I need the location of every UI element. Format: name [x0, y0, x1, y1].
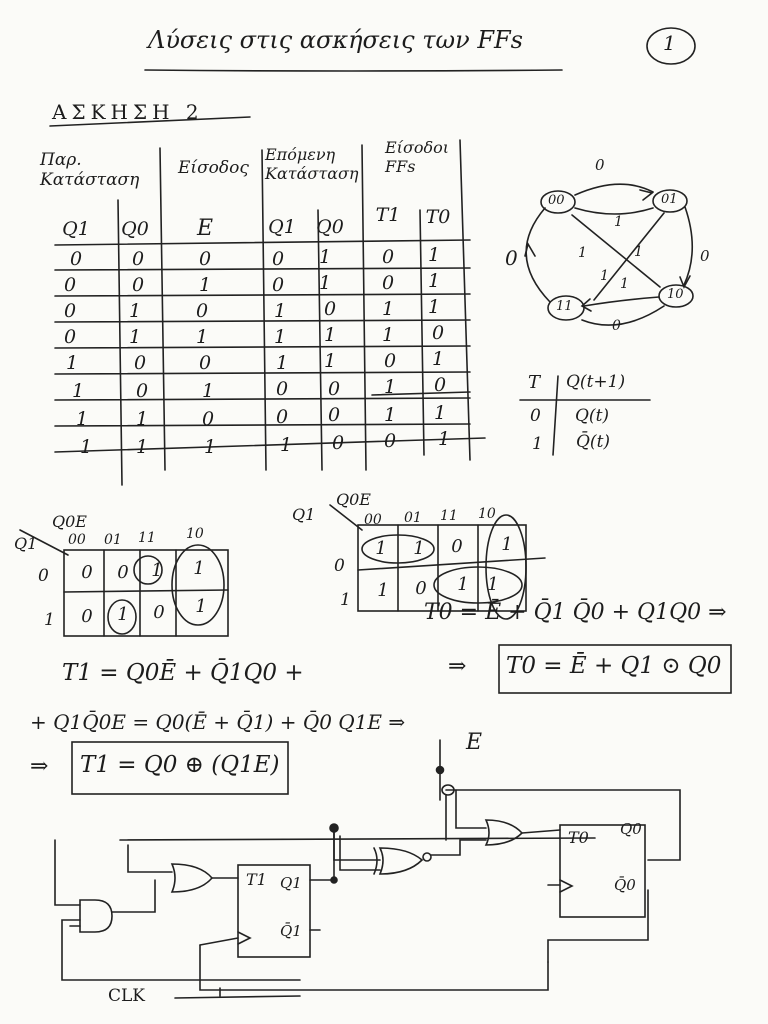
state-10: 10: [667, 287, 684, 302]
kmap-cell: 1: [151, 560, 163, 581]
kmap-t0-col: 00: [364, 512, 382, 528]
table-cell: 1: [427, 296, 441, 318]
ff1-q-output: Q1: [280, 874, 302, 892]
table-cell: 1: [318, 246, 332, 268]
table-cell: 0: [131, 248, 145, 270]
kmap-t1-col-var: Q0E: [52, 512, 87, 531]
edge-label: 0: [595, 156, 605, 174]
edge-label: 1: [614, 214, 623, 230]
kmap-cell: 0: [81, 606, 93, 627]
edge-label: 0: [612, 318, 621, 334]
kmap-t1-row-var: Q1: [14, 534, 38, 553]
table-cell: 1: [383, 376, 397, 398]
table-cell: 0: [381, 272, 395, 294]
kmap-t1-col: 11: [138, 530, 156, 546]
table-cell: 1: [128, 300, 142, 322]
t-table-cell: Q̄(t): [576, 432, 611, 452]
kmap-t1-row: 0: [38, 566, 49, 586]
t1-equation-line3: ⇒: [30, 754, 49, 779]
table-cell: 1: [75, 408, 89, 430]
state-11: 11: [556, 299, 573, 314]
edge-label: 0: [505, 246, 518, 270]
kmap-t0-row: 0: [334, 556, 345, 576]
kmap-t1-col: 10: [186, 526, 204, 542]
edge-label: 1: [620, 276, 629, 292]
kmap-t1-col: 00: [68, 532, 86, 548]
kmap-t0-row: 1: [340, 590, 351, 610]
table-cell: 1: [198, 274, 212, 296]
kmap-cell: 0: [117, 562, 129, 583]
table-cell: 0: [271, 274, 285, 296]
table-cell: 1: [273, 300, 287, 322]
ff0-t-input: T0: [568, 828, 589, 847]
table-cell: 0: [135, 380, 149, 402]
ff0-qbar-output: Q̄0: [614, 876, 636, 894]
table-cell: 0: [201, 408, 215, 430]
table-cell: 0: [431, 322, 445, 344]
kmap-cell: 0: [81, 562, 93, 583]
subheader-e: E: [196, 216, 214, 241]
t-table-header-t: T: [528, 372, 541, 393]
page-title: Λύσεις στις ασκήσεις των FFs: [148, 26, 523, 54]
kmap-cell: 1: [193, 558, 205, 579]
kmap-cell: 1: [413, 538, 425, 559]
edge-label: 1: [578, 245, 587, 261]
ff0-q-output: Q0: [620, 820, 642, 838]
table-cell: 1: [195, 326, 209, 348]
kmap-t0-col: 10: [478, 506, 496, 522]
table-cell: 0: [327, 378, 341, 400]
kmap-cell: 1: [377, 580, 389, 601]
table-cell: 0: [198, 352, 212, 374]
table-cell: 1: [427, 244, 441, 266]
edge-label: 1: [600, 268, 609, 284]
t1-equation-line2: + Q1Q̄0E = Q0(Ē + Q̄1) + Q̄0 Q1E ⇒: [30, 710, 406, 734]
state-01: 01: [661, 192, 678, 207]
table-cell: 0: [69, 248, 83, 270]
table-cell: 0: [383, 430, 397, 452]
table-cell: 0: [195, 300, 209, 322]
t-table-cell: Q(t): [575, 406, 610, 426]
kmap-t0-col: 11: [440, 508, 458, 524]
table-cell: 0: [63, 300, 77, 322]
table-cell: 1: [135, 408, 149, 430]
kmap-t0-row-var: Q1: [292, 505, 316, 524]
table-cell: 1: [433, 402, 447, 424]
header-current-state: Παρ. Κατάσταση: [40, 150, 140, 190]
table-cell: 1: [65, 352, 79, 374]
circuit-input-e: E: [466, 730, 483, 755]
subheader-q1: Q1: [62, 218, 90, 240]
table-cell: 0: [63, 326, 77, 348]
edge-label: 1: [634, 244, 643, 260]
table-cell: 1: [323, 324, 337, 346]
subheader-next-q1: Q1: [268, 216, 296, 238]
table-cell: 1: [79, 436, 93, 458]
table-cell: 1: [275, 352, 289, 374]
exercise-label: ΑΣΚΗΣΗ 2: [52, 100, 204, 124]
t1-result: T1 = Q0 ⊕ (Q1E): [80, 752, 280, 778]
page-number: 1: [663, 31, 676, 55]
table-cell: 0: [271, 248, 285, 270]
kmap-cell: 1: [457, 574, 469, 595]
table-cell: 0: [327, 404, 341, 426]
table-cell: 1: [323, 350, 337, 372]
table-cell: 0: [198, 248, 212, 270]
kmap-cell: 0: [415, 578, 427, 599]
table-cell: 0: [275, 406, 289, 428]
t-table-cell: 1: [532, 434, 543, 454]
t1-equation-line1: T1 = Q0Ē + Q̄1Q0 +: [62, 660, 304, 686]
table-cell: 1: [427, 270, 441, 292]
table-cell: 1: [71, 380, 85, 402]
subheader-t0: T0: [425, 206, 451, 228]
table-cell: 1: [383, 404, 397, 426]
kmap-cell: 1: [487, 574, 499, 595]
subheader-next-q0: Q0: [316, 216, 344, 238]
table-cell: 1: [279, 434, 293, 456]
kmap-cell: 0: [153, 602, 165, 623]
edge-label: 0: [700, 247, 710, 265]
t-table-header-q: Q(t+1): [566, 372, 626, 392]
table-cell: 0: [131, 274, 145, 296]
table-cell: 1: [201, 380, 215, 402]
subheader-t1: T1: [375, 204, 401, 226]
kmap-cell: 0: [451, 536, 463, 557]
kmap-t1-col: 01: [104, 532, 122, 548]
table-cell: 1: [203, 436, 217, 458]
table-cell: 1: [381, 324, 395, 346]
table-cell: 0: [63, 274, 77, 296]
kmap-cell: 1: [375, 538, 387, 559]
kmap-cell: 1: [117, 604, 129, 625]
table-cell: 0: [383, 350, 397, 372]
state-00: 00: [548, 193, 565, 208]
kmap-t0-col-var: Q0E: [336, 490, 371, 509]
table-cell: 1: [381, 298, 395, 320]
kmap-cell: 1: [501, 534, 513, 555]
ff1-qbar-output: Q̄1: [280, 922, 302, 940]
t0-equation-line1: T0 = Ē + Q̄1 Q̄0 + Q1Q0 ⇒: [424, 600, 727, 625]
circuit-wires: [55, 740, 680, 998]
title-underline: [145, 70, 562, 71]
ff1-t-input: T1: [246, 870, 267, 889]
table-cell: 1: [431, 348, 445, 370]
table-cell: 1: [273, 326, 287, 348]
kmap-cell: 1: [195, 596, 207, 617]
t0-result: T0 = Ē + Q1 ⊙ Q0: [506, 653, 722, 679]
header-next-state: Επόμενη Κατάσταση: [265, 145, 359, 183]
table-cell: 0: [381, 246, 395, 268]
kmap-t0-col: 01: [404, 510, 422, 526]
table-cell: 0: [323, 298, 337, 320]
circuit-clk-label: CLK: [108, 986, 145, 1006]
table-cell: 0: [275, 378, 289, 400]
table-cell: 1: [128, 326, 142, 348]
table-cell: 0: [133, 352, 147, 374]
subheader-q0: Q0: [121, 218, 149, 240]
table-cell: 1: [318, 272, 332, 294]
kmap-t1-row: 1: [44, 610, 55, 630]
t-table-cell: 0: [530, 406, 541, 426]
header-input: Είσοδος: [178, 158, 249, 178]
table-cell: 1: [437, 428, 451, 450]
header-ff-inputs: Είσοδοι FFs: [385, 138, 450, 176]
table-cell: 1: [135, 436, 149, 458]
table-cell: 0: [433, 374, 447, 396]
t0-equation-line2: ⇒: [448, 654, 467, 679]
table-cell: 0: [331, 432, 345, 454]
